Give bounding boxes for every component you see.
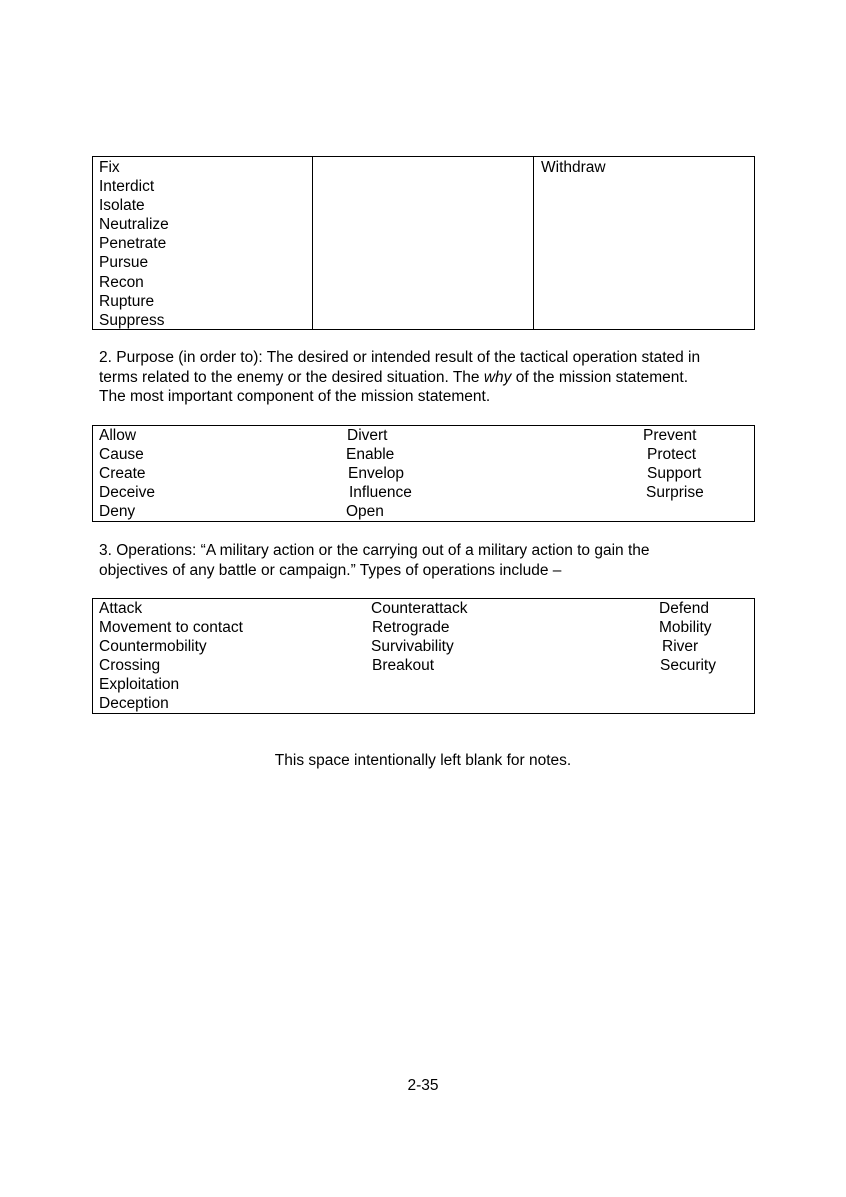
tactical-tasks-table xyxy=(92,156,755,330)
notes-text: This space intentionally left blank for notes. xyxy=(274,752,572,769)
table-cell: Pursue xyxy=(99,254,149,272)
table-cell: Allow xyxy=(99,427,137,444)
table-cell: Neutralize xyxy=(99,216,169,234)
purpose-line-2: terms related to the enemy or the desired situation. The why of the mission statement. xyxy=(99,368,689,386)
table-cell: Influence xyxy=(349,484,412,502)
table-cell: Open xyxy=(346,503,384,521)
table-cell: Exploitation xyxy=(99,676,180,694)
table-cell: Interdict xyxy=(99,178,155,196)
operations-line-1: 3. Operations: “A military action or the carrying out of a military action to gain the xyxy=(99,542,650,559)
table-column-3 xyxy=(659,599,716,675)
table-cell: Counterattack xyxy=(371,600,468,617)
table-cell: Countermobility xyxy=(99,638,207,656)
table-column-3 xyxy=(643,426,704,502)
table-cell: Protect xyxy=(647,446,697,464)
table-cell: Defend xyxy=(659,600,709,617)
operations-line-2: objectives of any battle or campaign.” Types of operations include – xyxy=(99,561,562,579)
column-divider xyxy=(312,157,313,329)
purpose-table xyxy=(92,425,755,522)
table-column-1 xyxy=(99,599,243,714)
table-cell: Attack xyxy=(99,600,143,617)
table-cell: Penetrate xyxy=(99,235,167,253)
emphasis-why: why xyxy=(483,368,512,386)
table-cell: Surprise xyxy=(646,484,704,502)
table-cell: Security xyxy=(660,657,716,675)
operations-paragraph xyxy=(99,541,759,580)
table-cell: Fix xyxy=(99,159,120,176)
table-cell: Deception xyxy=(99,695,169,713)
table-cell: Crossing xyxy=(99,657,161,675)
table-column-1 xyxy=(99,158,169,330)
table-cell: Survivability xyxy=(371,638,454,656)
table-cell: Support xyxy=(647,465,702,483)
purpose-line-3: The most important component of the mission statement. xyxy=(99,388,491,405)
column-divider xyxy=(533,157,534,329)
table-cell: Deceive xyxy=(99,484,155,502)
table-cell: Divert xyxy=(347,427,388,444)
table-cell: Prevent xyxy=(643,427,697,444)
table-cell: Deny xyxy=(99,503,136,521)
table-cell: Withdraw xyxy=(541,159,606,176)
table-cell: Retrograde xyxy=(372,619,450,637)
table-column-1 xyxy=(99,426,155,521)
table-column-2 xyxy=(346,426,412,521)
table-cell: Isolate xyxy=(99,197,145,215)
page-number: 2-35 xyxy=(407,1077,439,1094)
table-cell: River xyxy=(662,638,699,656)
table-cell: Recon xyxy=(99,273,144,291)
table-cell: Enable xyxy=(346,446,395,464)
table-cell: Mobility xyxy=(659,619,712,637)
table-cell: Cause xyxy=(99,446,144,464)
purpose-line-1: 2. Purpose (in order to): The desired or intended result of the tactical operation stated in xyxy=(99,349,701,366)
purpose-paragraph xyxy=(99,348,759,407)
table-cell: Rupture xyxy=(99,292,155,310)
table-cell: Envelop xyxy=(348,465,405,483)
table-column-2 xyxy=(371,599,468,675)
table-cell: Movement to contact xyxy=(99,619,243,637)
operations-table xyxy=(92,598,755,714)
table-column-3 xyxy=(541,158,606,177)
table-cell: Suppress xyxy=(99,311,165,329)
table-cell: Create xyxy=(99,465,146,483)
table-cell: Breakout xyxy=(372,657,435,675)
